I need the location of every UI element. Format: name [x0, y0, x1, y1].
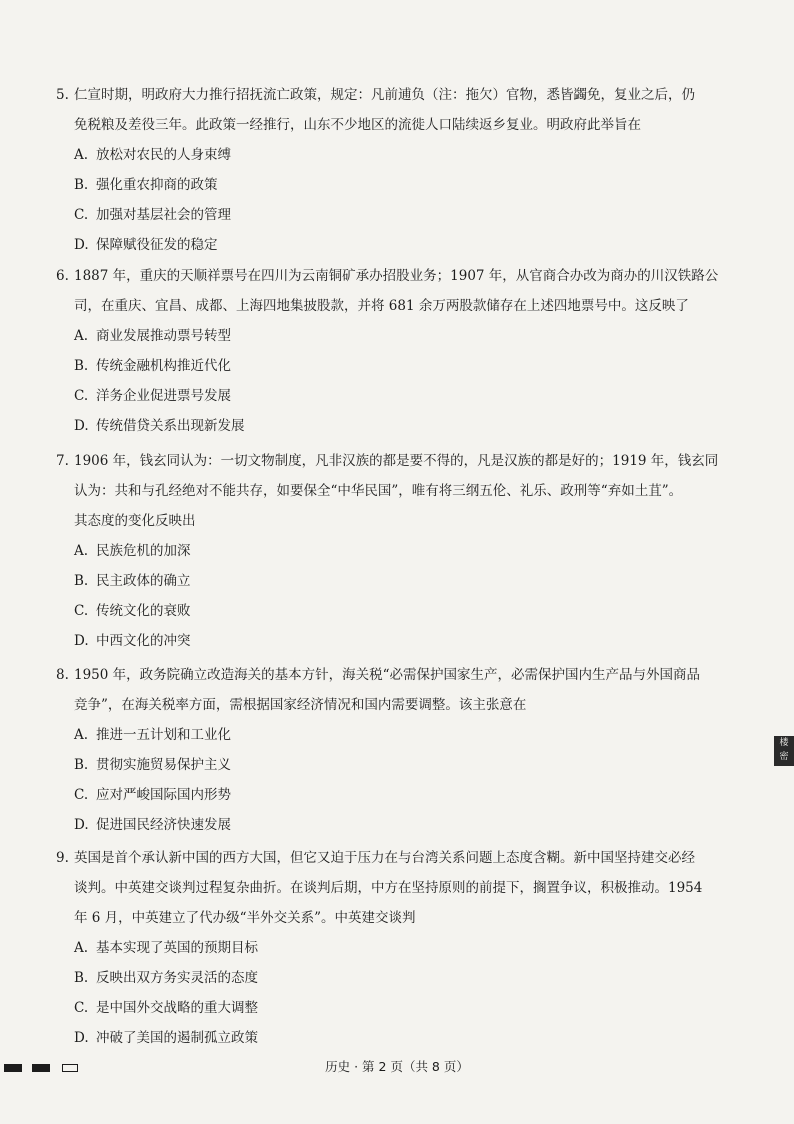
option-c[interactable]: C. 加强对基层社会的管理 — [74, 207, 231, 223]
option-d[interactable]: D. 冲破了美国的遏制孤立政策 — [74, 1030, 258, 1046]
question-stem — [56, 660, 736, 720]
option-c[interactable]: C. 是中国外交战略的重大调整 — [74, 1000, 258, 1016]
stem-line: 9. 英国是首个承认新中国的西方大国，但它又迫于压力在与台湾关系问题上态度含糊。新中国坚持建交必经 — [56, 843, 736, 873]
question-7 — [56, 446, 736, 656]
option-d[interactable]: D. 促进国民经济快速发展 — [74, 817, 231, 833]
stem-line: 其态度的变化反映出 — [74, 513, 196, 529]
question-number: 8. — [56, 667, 69, 683]
option-a[interactable]: A. 推进一五计划和工业化 — [74, 727, 231, 743]
stem-line: 5. 仁宣时期，明政府大力推行招抚流亡政策，规定：凡前逋负（注：拖欠）官物，悉皆蠲免，复业之后，仍 — [56, 80, 736, 110]
option-b[interactable]: B. 民主政体的确立 — [74, 573, 191, 589]
page-footer: 历史 · 第 2 页（共 8 页） — [325, 1059, 469, 1074]
question-number: 6. — [56, 268, 69, 284]
option-b[interactable]: B. 反映出双方务实灵活的态度 — [74, 970, 258, 986]
stem-line: 8. 1950 年，政务院确立改造海关的基本方针，海关税“必需保护国家生产，必需保护国内生产品与外国商品 — [56, 660, 736, 690]
question-stem — [56, 261, 736, 321]
question-stem — [56, 80, 736, 140]
stem-line: 年 6 月，中英建立了代办级“半外交关系”。中英建交谈判 — [74, 910, 416, 926]
option-d[interactable]: D. 保障赋役征发的稳定 — [74, 237, 218, 253]
option-a[interactable]: A. 放松对农民的人身束缚 — [74, 147, 231, 163]
option-d[interactable]: D. 传统借贷关系出现新发展 — [74, 418, 245, 434]
option-a[interactable]: A. 商业发展推动票号转型 — [74, 328, 231, 344]
question-stem — [56, 843, 736, 933]
stem-line: 竞争”，在海关税率方面，需根据国家经济情况和国内需要调整。该主张意在 — [74, 697, 527, 713]
stem-line: 7. 1906 年，钱玄同认为：一切文物制度，凡非汉族的都是要不得的，凡是汉族的都是好的；1919 年，钱玄同 — [56, 446, 736, 476]
question-number: 9. — [56, 850, 69, 866]
question-5 — [56, 80, 736, 260]
option-b[interactable]: B. 传统金融机构推近代化 — [74, 358, 231, 374]
question-9 — [56, 843, 736, 1053]
stem-line: 司，在重庆、宜昌、成都、上海四地集披股款，并将 681 余万两股款储存在上述四地票号中。这反映了 — [74, 298, 689, 314]
option-d[interactable]: D. 中西文化的冲突 — [74, 633, 191, 649]
stem-line: 免税粮及差役三年。此政策一经推行，山东不少地区的流徙人口陆续返乡复业。明政府此举旨在 — [74, 117, 641, 133]
question-stem — [56, 446, 736, 536]
question-number: 5. — [56, 87, 69, 103]
option-a[interactable]: A. 民族危机的加深 — [74, 543, 191, 559]
question-6 — [56, 261, 736, 441]
question-8 — [56, 660, 736, 840]
question-number: 7. — [56, 453, 69, 469]
stem-line: 谈判。中英建交谈判过程复杂曲折。在谈判后期，中方在坚持原则的前提下，搁置争议，积极推动。1954 — [74, 880, 703, 896]
stem-line: 认为：共和与孔经绝对不能共存，如要保全“中华民国”，唯有将三纲五伦、礼乐、政刑等“弃如土苴”。 — [74, 483, 683, 499]
option-b[interactable]: B. 强化重农抑商的政策 — [74, 177, 218, 193]
option-c[interactable]: C. 应对严峻国际国内形势 — [74, 787, 231, 803]
side-tab: 楼 密 — [774, 736, 794, 766]
option-a[interactable]: A. 基本实现了英国的预期目标 — [74, 940, 258, 956]
option-b[interactable]: B. 贯彻实施贸易保护主义 — [74, 757, 231, 773]
option-c[interactable]: C. 传统文化的衰败 — [74, 603, 191, 619]
option-c[interactable]: C. 洋务企业促进票号发展 — [74, 388, 231, 404]
stem-line: 6. 1887 年，重庆的天顺祥票号在四川为云南铜矿承办招股业务；1907 年，从官商合办改为商办的川汉铁路公 — [56, 261, 736, 291]
